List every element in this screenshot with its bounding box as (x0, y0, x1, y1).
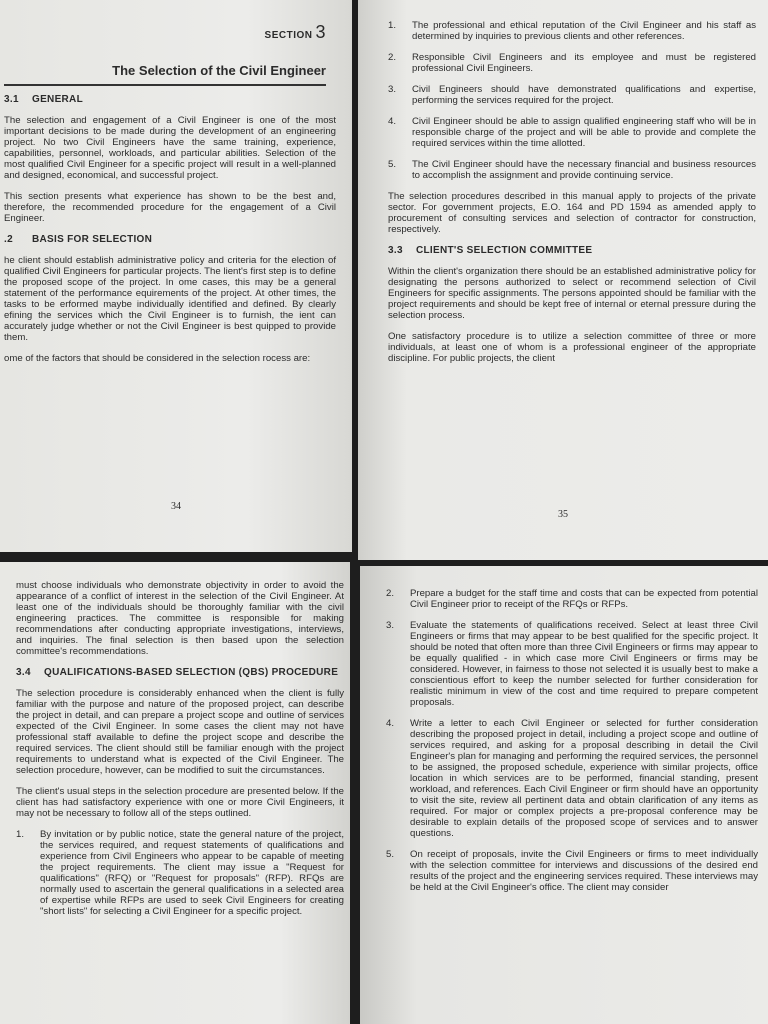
page-number: 35 (558, 509, 568, 520)
list-item: 4. Civil Engineer should be able to assign qualified engineering staff who will be in responsible charge of the project and will be able to provide and complete the required services within the time allotted. (388, 116, 756, 149)
list-item: 5. The Civil Engineer should have the necessary financial and business resources to accomplish the assignment and provide continuing service. (388, 159, 756, 181)
procedure-list (386, 588, 758, 893)
list-item: 1. By invitation or by public notice, state the general nature of the project, the services required, and request statements of qualifications and experience from Civil Engineers who appear to be capable of meeting the project requirements. The client may issue a "Request for qualifications" (RFQ) or "Request for proposals" (RFP). RFQs are normally used to ascertain the general qualifications in a selected area of expertise while RFPs are used to seek Civil Engineers for creating "short lists" for selecting a Civil Engineer for a specific project. (16, 829, 344, 917)
spine-gutter (350, 560, 360, 1024)
paragraph: One satisfactory procedure is to utilize a selection committee of three or more individuals, at least one of whom is a professional engineer of the appropriate discipline. For public projects, the client (388, 331, 756, 364)
paragraph: The client's usual steps in the selection procedure are presented below. If the client has had satisfactory experience with one or more Civil Engineers, it may not be necessary to follow all of the steps outlined. (16, 786, 344, 819)
list-item: 2. Prepare a budget for the staff time and costs that can be expected from potential Civil Engineer prior to receipt of the RFQs or RFPs. (386, 588, 758, 610)
page-36 (0, 562, 350, 1024)
list-item: 5. On receipt of proposals, invite the Civil Engineers or firms to meet individually with the selection committee for interviews and discussions of the desired end results of the project and the engineering services required. These interviews may be held at the Civil Engineer's office. The client may consider (386, 849, 758, 893)
list-item: 3. Civil Engineers should have demonstrated qualifications and expertise, performing the services required for the project. (388, 84, 756, 106)
paragraph: he client should establish administrative policy and criteria for the election of qualified Civil Engineers for particular projects. The lient's first step is to define the proposed scope of the project. In ome cases, this may be a general statement of the performance equirements of the project. At other times, the tasks to be erformed maybe individually identified and defined. By clearly efining the services which the Civil Engineer is to furnish, the ient can accurately judge whether or not the Civil Engineer is best quipped to provide them. (4, 255, 336, 343)
procedure-list (16, 829, 344, 917)
list-item: 4. Write a letter to each Civil Engineer or selected for further consideration describing the proposed project in detail, including a project scope and outline of services required, and asking for a proposal describing in detail the Civil Engineer's plan for managing and performing the required services, the personnel to be assigned, the proposed schedule, experience with similar projects, office location in which services are to be performed, financial standing, present workload, and references. Each Civil Engineer or firm should have an opportunity to visit the site, review all pertinent data and obtain clarification of any items as required. For major or complex projects a pre-proposal conference may be desirable to explain details of the proposed scope of services and to answer questions. (386, 718, 758, 839)
chapter-title: The Selection of the Civil Engineer (4, 63, 326, 86)
list-item: 3. Evaluate the statements of qualifications received. Select at least three Civil Engineers or firms that may appear to be best qualified for the specific project. It should be noted that often more than three Civil Engineers or firms may appear to be equally qualified - in which case more Civil Engineers or firms may be considered. However, in fairness to those not selected it is usually best to make a conscientious effort to keep the number selected for further consideration for realistic minimum in view of the cost and time required to prepare competent proposals. (386, 620, 758, 708)
page-number: 34 (171, 501, 181, 512)
paragraph: The selection procedures described in this manual apply to projects of the private sector. For government projects, E.O. 164 and PD 1594 as amended apply to procurement of consulting services and selection of contractor for construction, respectively. (388, 191, 756, 235)
section-label: SECTION 3 (264, 22, 326, 42)
list-item: 2. Responsible Civil Engineers and its employee and must be registered professional Civil Engineers. (388, 52, 756, 74)
paragraph: Within the client's organization there should be an established administrative policy for designating the persons authorized to select or recommend selection of Civil Engineers for specific assignments. The persons appointed should be familiar with the project requirements and should be kept free of internal or eternal pressure during the selection process. (388, 266, 756, 321)
list-item: 1. The professional and ethical reputation of the Civil Engineer and his staff as determined by inquiries to previous clients and other references. (388, 20, 756, 42)
paragraph: The selection and engagement of a Civil Engineer is one of the most important decisions to be made during the development of an engineering project. No two Civil Engineers have the same training, experience, capabilities, personnel, workloads, and particular abilities. Selection of the most qualified Civil Engineer for a specific project will result in a well-planned and designed, economical, and successful project. (4, 115, 336, 181)
page-gap (0, 552, 360, 562)
paragraph: must choose individuals who demonstrate objectivity in order to avoid the appearance of a conflict of interest in the selection of the Civil Engineer. At least one of the individuals should be thoroughly familiar with the civil engineering practices. The committee is responsible for making recommendations after conducting appropriate investigations, interviews, and inquiries. The final selection is then based upon the selection committee's recommendations. (16, 580, 344, 657)
section-number: 3 (315, 22, 326, 42)
factor-list (388, 20, 756, 181)
paragraph: The selection procedure is considerably enhanced when the client is fully familiar with the purpose and nature of the proposed project, can describe the project in detail, and can prepare a project scope and outline of services expected of the Civil Engineer. In some cases the client may not have professional staff available to define the project scope and describe the required services. The client should still be familiar enough with the project requirements to understand what is expected of the Civil Engineer. The selection procedure, however, can be modified to suit the circumstances. (16, 688, 344, 776)
page-35 (358, 0, 768, 560)
heading-3-3: 3.3 CLIENT'S SELECTION COMMITTEE (388, 245, 593, 256)
heading-3-1: 3.1 GENERAL (4, 94, 83, 105)
page-37 (360, 566, 768, 1024)
paragraph: This section presents what experience has shown to be the best and, therefore, the recommended procedure for the engagement of a Civil Engineer. (4, 191, 336, 224)
heading-3-2: .2 BASIS FOR SELECTION (4, 234, 153, 245)
heading-3-4: 3.4 QUALIFICATIONS-BASED SELECTION (QBS) PROCEDURE (16, 667, 339, 678)
paragraph: ome of the factors that should be considered in the selection rocess are: (4, 353, 311, 364)
page-34 (0, 0, 352, 552)
